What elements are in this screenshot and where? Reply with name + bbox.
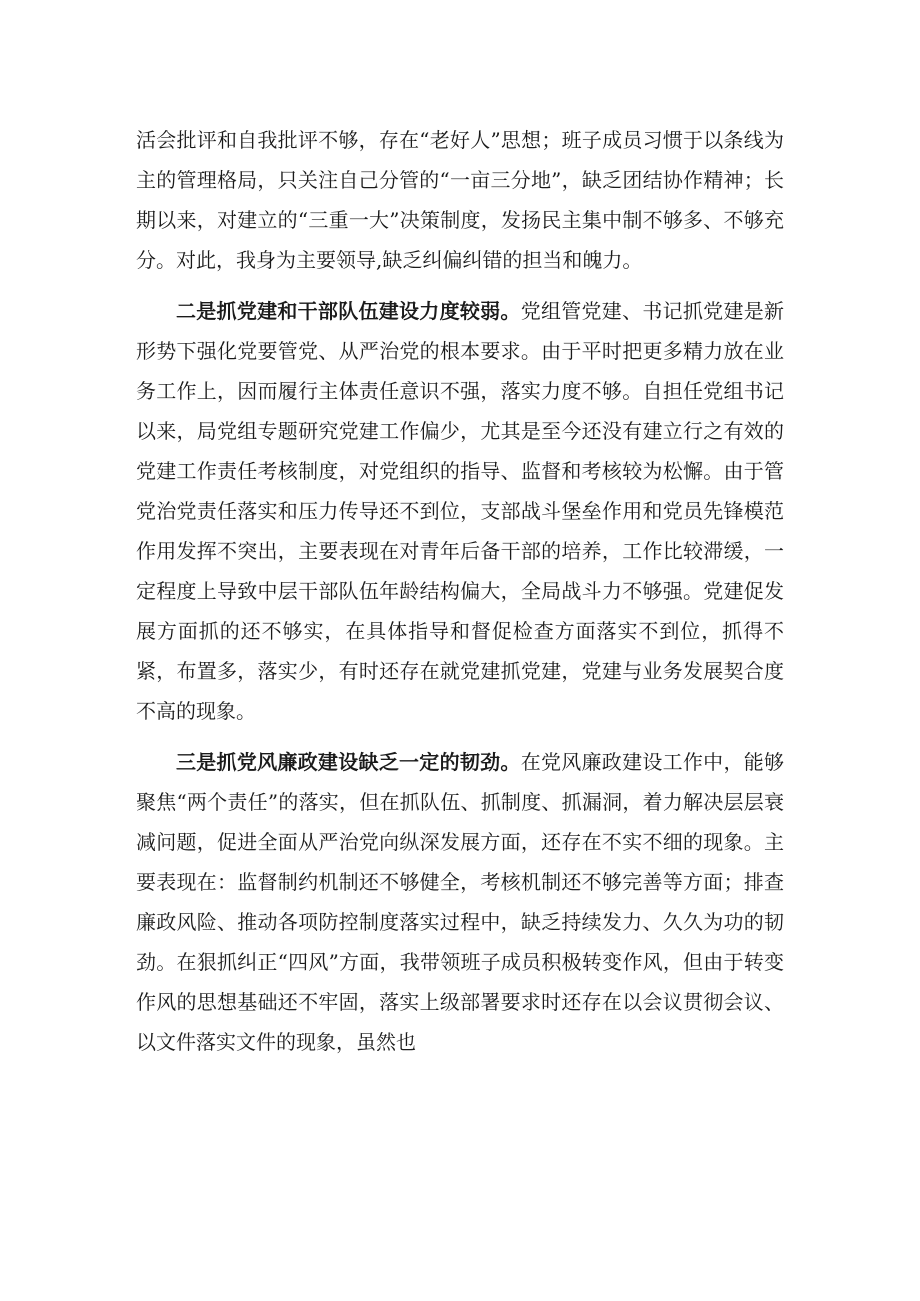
paragraph-1-text: 活会批评和自我批评不够，存在“老好人”思想；班子成员习惯于以条线为主的管理格局，只关注自己分管的“一亩三分地”，缺乏团结协作精神；长期以来，对建立的“三重一大”决策制度，发扬民主集中制不够多、不够充分。对此，我身为主要领导,缺乏纠偏纠错的担当和魄力。 <box>136 128 784 272</box>
paragraph-2-heading: 二是抓党建和干部队伍建设力度较弱。 <box>176 299 521 323</box>
paragraph-1 <box>136 120 784 280</box>
paragraph-3-heading: 三是抓党风廉政建设缺乏一定的韧劲。 <box>176 750 521 774</box>
paragraph-3-text: 在党风廉政建设工作中，能够聚焦“两个责任”的落实，但在抓队伍、抓制度、抓漏洞，着力解决层层衰减问题，促进全面从严治党向纵深发展方面，还存在不实不细的现象。主要表现在：监督制约机制还不够健全，考核机制还不够完善等方面；排查廉政风险、推动各项防控制度落实过程中，缺乏持续发力、久久为功的韧劲。在狠抓纠正“四风”方面，我带领班子成员积极转变作风，但由于转变作风的思想基础还不牢固，落实上级部署要求时还存在以会议贯彻会议、以文件落实文件的现象，虽然也 <box>136 750 785 1054</box>
paragraph-3 <box>136 742 784 1062</box>
document-body <box>136 120 784 1062</box>
paragraph-2 <box>136 291 784 731</box>
paragraph-2-text: 党组管党建、书记抓党建是新形势下强化党要管党、从严治党的根本要求。由于平时把更多精力放在业务工作上，因而履行主体责任意识不强，落实力度不够。自担任党组书记以来，局党组专题研究党建工作偏少，尤其是至今还没有建立行之有效的党建工作责任考核制度，对党组织的指导、监督和考核较为松懈。由于管党治党责任落实和压力传导还不到位，支部战斗堡垒作用和党员先锋模范作用发挥不突出，主要表现在对青年后备干部的培养，工作比较滞缓，一定程度上导致中层干部队伍年龄结构偏大，全局战斗力不够强。党建促发展方面抓的还不够实，在具体指导和督促检查方面落实不到位，抓得不紧，布置多，落实少，有时还存在就党建抓党建，党建与业务发展契合度不高的现象。 <box>136 299 785 723</box>
